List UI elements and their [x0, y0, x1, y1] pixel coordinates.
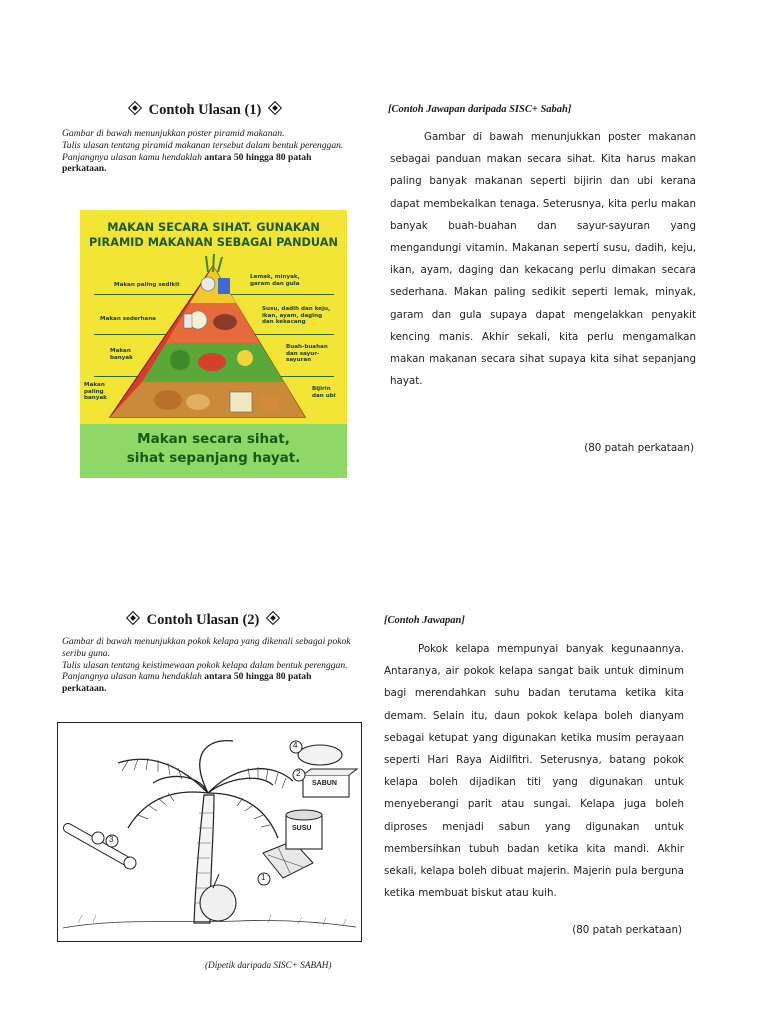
section1-answer-title: [Contoh Jawapan daripada SISC+ Sabah] — [388, 104, 572, 115]
label-number-4: 4 — [293, 741, 298, 750]
section1-word-count: (80 patah perkataan) — [584, 442, 694, 454]
slogan-line: sihat sepanjang hayat. — [126, 450, 301, 466]
instruction-bold: antara 50 hingga 80 patah perkataan. — [62, 151, 312, 175]
tier-label-left: Makan sederhana — [100, 316, 156, 322]
label-number-2: 2 — [296, 769, 301, 778]
tier-label-left: Makan paling sedikit — [114, 282, 180, 288]
section2-answer-text: Pokok kelapa mempunyai banyak kegunaannya. Antaranya, air pokok kelapa sangat baik untuk diminum bagi merendahkan suhu badan terutama ketika kita demam. Selain itu, daun pokok kelapa boleh dianyam sebagai ketupat yang digunakan ketika musim perayaan seperti Hari Raya Aidilfitri. Seterusnya, batang pokok kelapa boleh dijadikan titi yang digunakan untuk menyeberangi parit atau sungai. Kelapa juga boleh diproses menjadi sabun yang digunakan untuk membersihkan tubuh badan ketika kita mandi. Akhir sekali, kelapa boleh dibuat majerin. Majerin pula berguna ketika membuat biskut atau kuih. — [384, 643, 684, 900]
instruction-text: Panjangnya ulasan kamu hendaklah — [62, 671, 202, 683]
section2-word-count: (80 patah perkataan) — [572, 924, 682, 936]
instruction-line — [62, 671, 357, 695]
section2-instructions — [62, 636, 357, 695]
label-number-1: 1 — [261, 873, 266, 882]
section2-answer-title: [Contoh Jawapan] — [384, 615, 465, 626]
tier-label-right: Lemak, minyak, garam dan gula — [250, 274, 300, 287]
section1-answer — [390, 126, 696, 392]
tier-label-left: Makan paling banyak — [84, 382, 107, 402]
poster-slogan — [80, 430, 347, 468]
slogan-line: Makan secara sihat, — [137, 431, 290, 447]
instruction-bold: antara 50 hingga 80 patah perkataan. — [62, 671, 312, 695]
instruction-line: Gambar di bawah menunjukkan pokok kelapa yang dikenali sebagai pokok seribu guna. — [62, 636, 351, 659]
section2-answer — [384, 638, 684, 904]
label-sabun: SABUN — [312, 780, 337, 787]
section2-heading — [58, 612, 348, 629]
label-susu: SUSU — [292, 825, 312, 832]
instruction-line: Tulis ulasan tentang piramid makanan tersebut dalam bentuk perenggan. — [62, 139, 344, 151]
tier-label-right: Buah-buahan dan sayur-sayuran — [286, 344, 328, 364]
tier-label-right: Susu, dadih dan keju, ikan, ayam, daging dan kekacang — [262, 306, 331, 326]
instruction-line — [62, 152, 357, 176]
coconut-tree-drawing — [58, 723, 361, 941]
food-pyramid-poster — [80, 210, 347, 478]
section1-instructions — [62, 128, 357, 175]
poster-title-line: MAKAN SECARA SIHAT. GUNAKAN — [107, 221, 320, 234]
label-number-3: 3 — [109, 835, 114, 844]
section2-heading-text: Contoh Ulasan (2) — [146, 612, 260, 628]
diamond-icon — [126, 611, 140, 625]
poster-title-line: PIRAMID MAKANAN SEBAGAI PANDUAN — [89, 236, 338, 249]
diamond-icon — [128, 101, 142, 115]
diamond-icon — [266, 611, 280, 625]
section2-caption: (Dipetik daripada SISC+ SABAH) — [205, 960, 332, 970]
tier-label-left: Makan banyak — [110, 348, 133, 361]
tier-label-right: Bijirin dan ubi — [312, 386, 336, 399]
instruction-line: Gambar di bawah menunjukkan poster piramid makanan. — [62, 128, 285, 139]
instruction-text: Panjangnya ulasan kamu hendaklah — [62, 151, 202, 163]
diamond-icon — [268, 101, 282, 115]
section1-heading-text: Contoh Ulasan (1) — [148, 102, 262, 118]
section1-answer-text: Gambar di bawah menunjukkan poster makanan sebagai panduan makan secara sihat. Kita harus makan paling banyak makanan seperti bijirin dan ubi kerana dapat membekalkan tenaga. Seterusnya, kita perlu makan banyak buah-buahan dan sayur-sayuran yang mengandungi vitamin. Makanan seperti susu, dadih, keju, ikan, ayam, daging dan kekacang perlu dimakan secara sederhana. Makan paling sedikit seperti lemak, minyak, garam dan gula supaya dapat mengelakkan penyakit kencing manis. Akhir sekali, kita perlu mengamalkan makan makanan secara sihat supaya kita sihat sepanjang hayat. — [390, 131, 696, 388]
instruction-line: Tulis ulasan tentang keistimewaan pokok kelapa dalam bentuk perenggan. — [62, 659, 348, 671]
section1-heading — [60, 102, 350, 119]
coconut-tree-illustration — [57, 722, 362, 942]
